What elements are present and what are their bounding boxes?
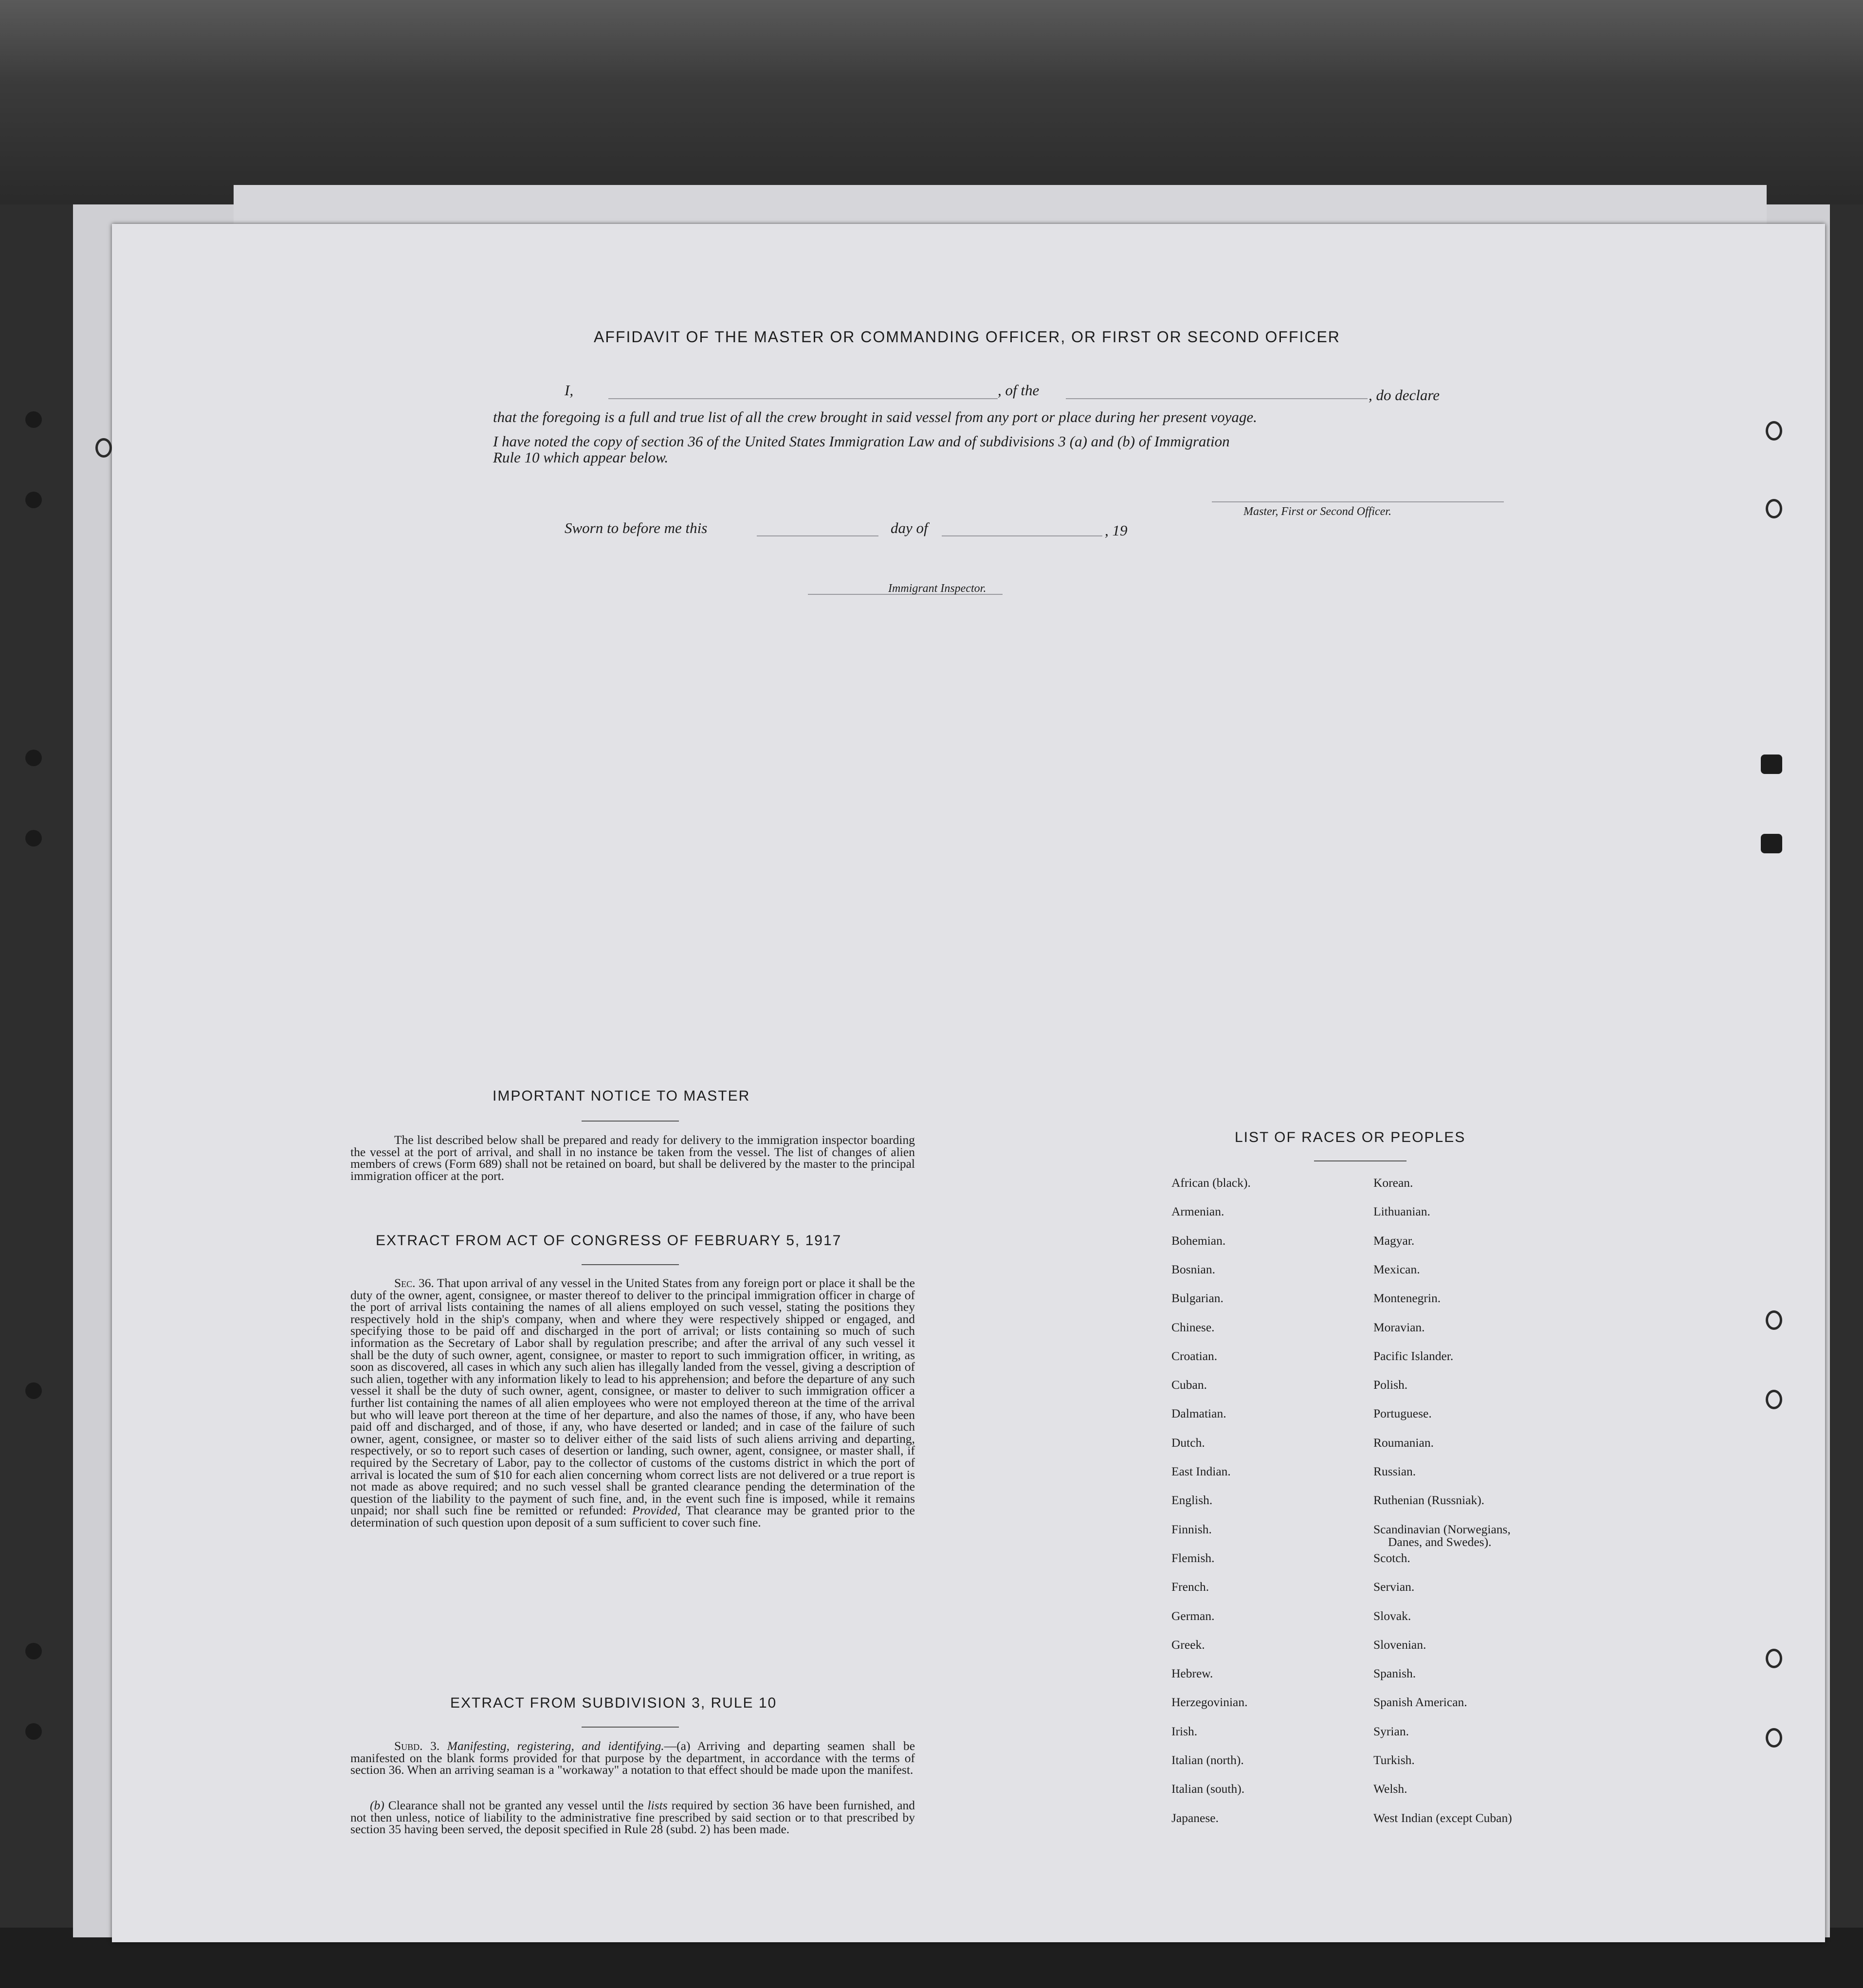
extract-act-title: EXTRACT FROM ACT OF CONGRESS OF FEBRUARY 5, 1917 [376, 1233, 842, 1249]
race-item: Spanish American. [1373, 1695, 1467, 1709]
subd-b-text-2: required by section 36 have been furnished, and not then unless, notice of liability to the administrative fine prescribed by said section or to that prescribed by section 35 having been served, the deposit specified in Rule 28 (subd. 2) has been made. [350, 1798, 915, 1837]
signer-caption: Master, First or Second Officer. [1243, 505, 1391, 518]
sworn-label: Sworn to before me this [565, 519, 708, 536]
underlying-sheet-edge [234, 185, 1767, 229]
race-item: Servian. [1373, 1580, 1415, 1594]
extract-rule-subd-a [350, 1740, 915, 1776]
race-item: Finnish. [1171, 1522, 1212, 1536]
race-item: Slovenian. [1373, 1638, 1426, 1652]
section-36-text: That upon arrival of any vessel in the United States from any foreign port or place it shall be the duty of the owner, agent, consignee, or master thereof to deliver to the principal immigration officer in charge of the port of arrival lists containing the names of all aliens employed on such vessel, stating the positions they respectively hold in the ship's company, when and where they were respectively shipped or engaged, and specifying those to be paid off and discharged in the port of arrival; or lists containing so much of such information as the Secretary of Labor shall by regulation prescribe; and after the arrival of any such vessel it shall be the duty of such owner, agent, consignee, or master to report to such immigration officer, in writing, as soon as discovered, all cases in which any such alien has illegally landed from the vessel, giving a description of such alien, together with any information likely to lead to his apprehension; and before the departure of any such vessel it shall be the duty of such owner, agent, consignee, or master to deliver to such immigration officer a further list containing the names of all alien employees who were not employed thereon at the time of the arrival but who will leave port thereon at the time of her departure, and also the names of those, if any, who have been paid off and discharged, and of those, if any, who have deserted or landed; and in case of the failure of such owner, agent, consignee, or master so to deliver either of the said lists of such aliens arriving and departing, respectively, or so to report such cases of desertion or landing, such owner, agent, consignee, or master shall, if required by the Secretary of Labor, pay to the collector of customs of the customs district in which the port of arrival is located the sum of $10 for each alien concerning whom correct lists are not delivered or a true report is not made as above required; and no such vessel shall be granted clearance pending the determination of the question of the liability to the payment of such fine, and, in the event such fine is imposed, while it remains unpaid; nor shall such fine be remitted or refunded: [350, 1276, 915, 1518]
race-item: Danes, and Swedes). [1388, 1535, 1492, 1549]
race-item: East Indian. [1171, 1464, 1231, 1478]
race-item: Roumanian. [1373, 1436, 1434, 1450]
binder-tab [1761, 834, 1782, 853]
races-title: LIST OF RACES OR PEOPLES [1235, 1129, 1466, 1145]
race-item: Russian. [1373, 1464, 1416, 1478]
race-item: African (black). [1171, 1176, 1251, 1190]
punch-hole-ring [1766, 1390, 1782, 1409]
provided-label: Provided, [632, 1503, 681, 1518]
punch-hole-ring [95, 438, 112, 458]
race-item: Dutch. [1171, 1436, 1205, 1450]
notice-title-rule [582, 1121, 679, 1122]
race-item: West Indian (except Cuban) [1373, 1811, 1512, 1825]
punch-hole-ring [1766, 1310, 1782, 1330]
race-item: Pacific Islander. [1373, 1349, 1454, 1363]
extract-rule-title: EXTRACT FROM SUBDIVISION 3, RULE 10 [450, 1695, 777, 1711]
race-item: Magyar. [1373, 1233, 1415, 1248]
race-item: Herzegovinian. [1171, 1695, 1248, 1709]
affidavit-title: AFFIDAVIT OF THE MASTER OR COMMANDING OFFICER, OR FIRST OR SECOND OFFICER [594, 328, 1340, 346]
race-item: Dalmatian. [1171, 1406, 1226, 1420]
sworn-month-field[interactable] [942, 535, 1102, 536]
race-item: Italian (south). [1171, 1782, 1245, 1796]
document-page [112, 224, 1825, 1942]
race-item: Welsh. [1373, 1782, 1407, 1796]
binder-tab [1761, 755, 1782, 774]
affidavit-line-4: Rule 10 which appear below. [493, 449, 669, 466]
affidavit-line-3: I have noted the copy of section 36 of the United States Immigration Law and of subdivisions 3 (a) and (b) of Immigration [493, 433, 1230, 450]
race-item: Japanese. [1171, 1811, 1219, 1825]
notice-title: IMPORTANT NOTICE TO MASTER [493, 1088, 750, 1104]
extract-act-text [350, 1277, 915, 1528]
race-item: Cuban. [1171, 1378, 1207, 1392]
race-item: Flemish. [1171, 1551, 1215, 1565]
race-item: Armenian. [1171, 1204, 1224, 1218]
vessel-field[interactable] [1066, 398, 1368, 399]
subd-a-label: —(a) [664, 1739, 691, 1753]
notice-text: The list described below shall be prepared and ready for delivery to the immigration inspector boarding the vessel at the port of arrival, and shall in no instance be taken from the vessel. The list of changes of alien members of crews (Form 689) shall not be retained on board, but shall be delivered by the master to the principal immigration officer at the port. [350, 1133, 915, 1183]
race-item: English. [1171, 1493, 1213, 1507]
race-item: Korean. [1373, 1176, 1413, 1190]
subd-b-lists: lists [647, 1798, 668, 1812]
affidavit-do-declare-label: , do declare [1369, 387, 1440, 404]
punch-hole [25, 1643, 42, 1659]
punch-hole [25, 1723, 42, 1740]
signature-line[interactable] [1212, 501, 1504, 502]
race-item: Spanish. [1373, 1666, 1416, 1680]
race-item: Slovak. [1373, 1609, 1411, 1623]
punch-hole [25, 750, 42, 766]
punch-hole-ring [1766, 421, 1782, 441]
race-item: Hebrew. [1171, 1666, 1213, 1680]
race-item: Turkish. [1373, 1753, 1415, 1767]
extract-act-title-rule [582, 1264, 679, 1265]
punch-hole-ring [1766, 1728, 1782, 1748]
race-item: Montenegrin. [1373, 1291, 1441, 1305]
day-of-label: day of [891, 519, 928, 536]
subd-a-text: Arriving and departing seamen shall be manifested on the blank forms provided for that purpose by the department, in accordance with the terms of section 36. When an arriving seaman is a "workaway" a notation to that effect should be made upon the manifest. [350, 1739, 915, 1777]
extract-rule-subd-b [350, 1800, 915, 1836]
race-item: French. [1171, 1580, 1209, 1594]
section-label: Sec. 36. [394, 1276, 434, 1290]
race-item: Chinese. [1171, 1320, 1215, 1334]
race-item: Bohemian. [1171, 1233, 1226, 1248]
subd-heading: Manifesting, registering, and identifying. [447, 1739, 664, 1753]
subd-b-text-1: Clearance shall not be granted any vessel until the [388, 1798, 644, 1812]
race-item: Scotch. [1373, 1551, 1410, 1565]
race-item: Portuguese. [1373, 1406, 1432, 1420]
race-item: German. [1171, 1609, 1215, 1623]
race-item: Bosnian. [1171, 1262, 1215, 1276]
punch-hole-ring [1766, 499, 1782, 518]
race-item: Croatian. [1171, 1349, 1218, 1363]
punch-hole-ring [1766, 1649, 1782, 1668]
race-item: Bulgarian. [1171, 1291, 1224, 1305]
races-title-rule [1314, 1160, 1406, 1161]
race-item: Italian (north). [1171, 1753, 1244, 1767]
race-item: Moravian. [1373, 1320, 1425, 1334]
punch-hole [25, 1382, 42, 1399]
extract-rule-title-rule [582, 1727, 679, 1728]
inspector-caption: Immigrant Inspector. [888, 582, 986, 595]
affidavit-of-the-label: , of the [998, 382, 1040, 399]
subd-label: Subd. 3. [394, 1739, 440, 1753]
race-item: Lithuanian. [1373, 1204, 1430, 1218]
dark-background-top [0, 0, 1863, 204]
race-item: Irish. [1171, 1724, 1198, 1738]
punch-hole [25, 411, 42, 428]
section-36-text-end: That clearance may be granted prior to the determination of such question upon deposit of a sum sufficient to cover such fine. [350, 1503, 915, 1529]
race-item: Polish. [1373, 1378, 1408, 1392]
race-item: Scandinavian (Norwegians, [1373, 1522, 1511, 1536]
punch-hole [25, 492, 42, 508]
affidavit-line-2: that the foregoing is a full and true list of all the crew brought in said vessel from any port or place during her present voyage. [493, 408, 1257, 425]
name-field[interactable] [608, 398, 998, 399]
race-item: Syrian. [1373, 1724, 1409, 1738]
punch-hole [25, 830, 42, 847]
race-item: Ruthenian (Russniak). [1373, 1493, 1485, 1507]
race-item: Greek. [1171, 1638, 1205, 1652]
race-item: Mexican. [1373, 1262, 1420, 1276]
year-label: , 19 [1105, 522, 1128, 539]
sworn-day-field[interactable] [757, 535, 878, 536]
affidavit-i-label: I, [565, 382, 574, 399]
subd-b-label: (b) [370, 1798, 384, 1812]
